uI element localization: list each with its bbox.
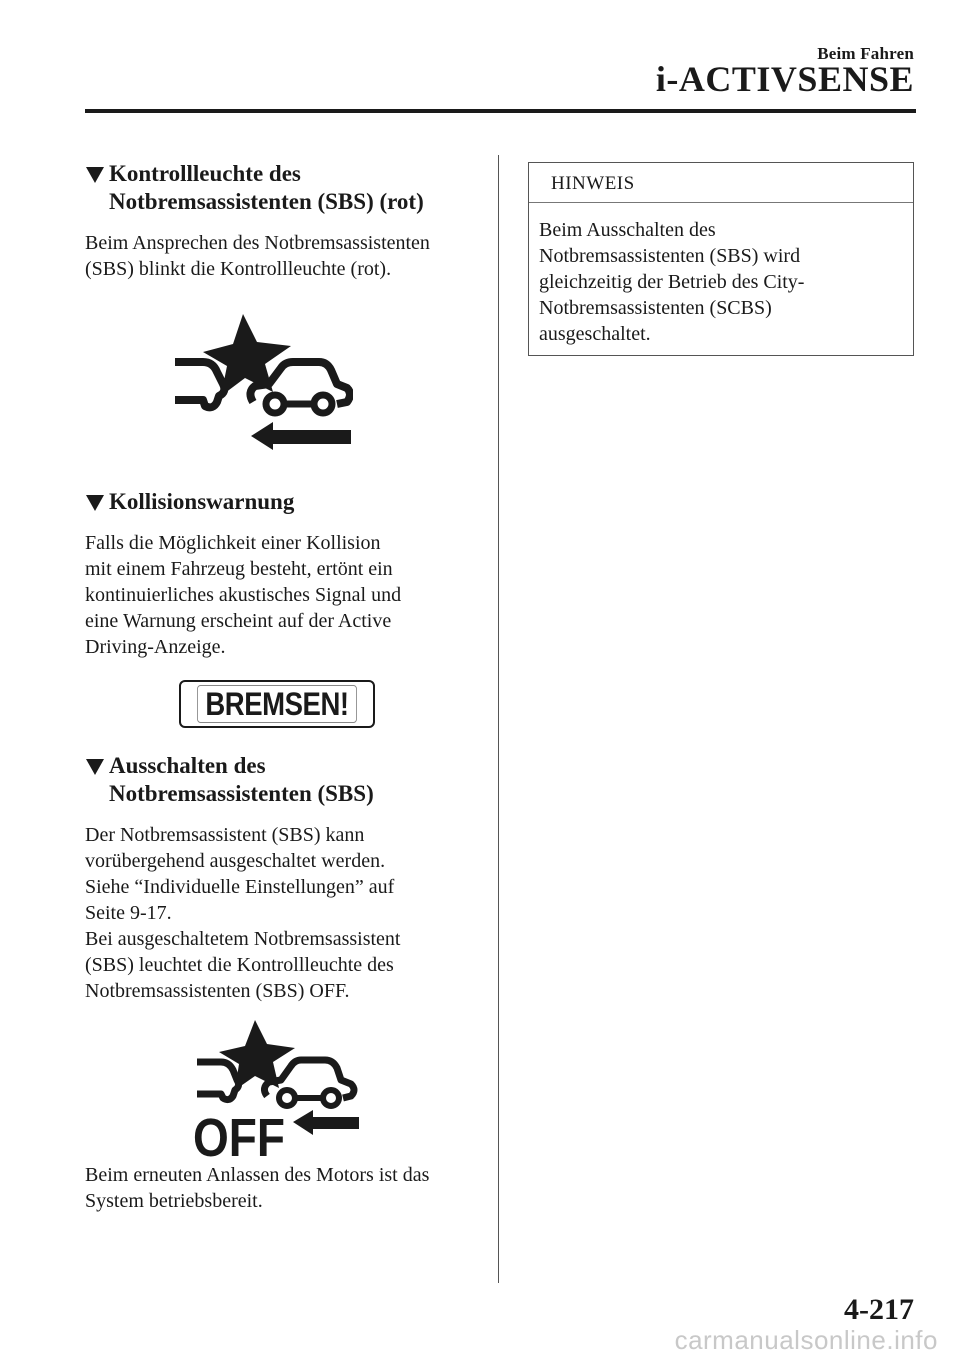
section-heading-sbs-light: [85, 160, 480, 216]
header-section: Beim Fahren: [817, 44, 914, 63]
bremsen-display-figure: [85, 680, 480, 728]
text-line: eine Warnung erscheint auf der Active: [85, 610, 392, 632]
text-line: System betriebsbereit.: [85, 1190, 263, 1212]
note-box: [528, 162, 914, 356]
note-title: HINWEIS: [529, 163, 913, 203]
header-rule: [85, 109, 916, 113]
bremsen-warning-display: [179, 680, 375, 728]
heading-triangle-icon: [85, 752, 107, 780]
sbs-off-light-icon: [193, 1018, 365, 1158]
text-line: Notbremsassistenten (SBS) OFF.: [85, 980, 350, 1002]
text-line: kontinuierliches akustisches Signal und: [85, 584, 402, 606]
text-line: Beim Ausschalten des: [539, 219, 716, 241]
text-line: gleichzeitig der Betrieb des City-: [539, 271, 805, 293]
section-heading-collision-warning: [85, 488, 480, 516]
column-divider: [498, 155, 499, 1283]
text-line: Driving-Anzeige.: [85, 636, 226, 658]
bremsen-text: BREMSEN!: [197, 685, 357, 723]
text-line: Siehe “Individuelle Einstellungen” auf: [85, 876, 395, 898]
heading-triangle-icon: [85, 160, 107, 188]
sbs-off-light-figure: [85, 1018, 480, 1162]
paragraph: [85, 822, 480, 1004]
off-label: OFF: [193, 1108, 285, 1158]
text-line: mit einem Fahrzeug besteht, ertönt ein: [85, 558, 393, 580]
text-line: ausgeschaltet.: [539, 323, 651, 345]
heading-line: Kontrollleuchte des: [109, 161, 301, 186]
text-line: Falls die Möglichkeit einer Kollision: [85, 532, 381, 554]
text-line: Seite 9-17.: [85, 902, 172, 924]
section-heading-sbs-off: [85, 752, 480, 808]
header-title: i-ACTIVSENSE: [655, 59, 914, 99]
page-number: 4-217: [844, 1293, 914, 1326]
text-line: Notbremsassistenten (SCBS): [539, 297, 772, 319]
text-line: Der Notbremsassistent (SBS) kann: [85, 824, 365, 846]
paragraph: [85, 1162, 480, 1214]
sbs-warning-light-icon: [173, 312, 353, 452]
text-line: Notbremsassistenten (SBS) wird: [539, 245, 801, 267]
heading-line: Notbremsassistenten (SBS) (rot): [109, 189, 424, 214]
heading-line: Notbremsassistenten (SBS): [109, 781, 374, 806]
text-line: Bei ausgeschaltetem Notbremsassistent: [85, 928, 401, 950]
text-line: (SBS) blinkt die Kontrollleuchte (rot).: [85, 258, 392, 280]
text-line: Beim erneuten Anlassen des Motors ist das: [85, 1164, 430, 1186]
heading-line: Kollisionswarnung: [109, 489, 295, 514]
sbs-warning-light-figure: [85, 312, 480, 488]
left-column: [85, 160, 480, 1214]
paragraph: [85, 230, 480, 282]
heading-triangle-icon: [85, 488, 107, 516]
text-line: Beim Ansprechen des Notbremsassistenten: [85, 232, 430, 254]
text-line: vorübergehend ausgeschaltet werden.: [85, 850, 386, 872]
note-body: [529, 203, 913, 347]
heading-line: Ausschalten des: [109, 753, 266, 778]
watermark[interactable]: carmanualsonline.info: [674, 1325, 938, 1355]
text-line: (SBS) leuchtet die Kontrollleuchte des: [85, 954, 394, 976]
paragraph: [85, 530, 480, 660]
